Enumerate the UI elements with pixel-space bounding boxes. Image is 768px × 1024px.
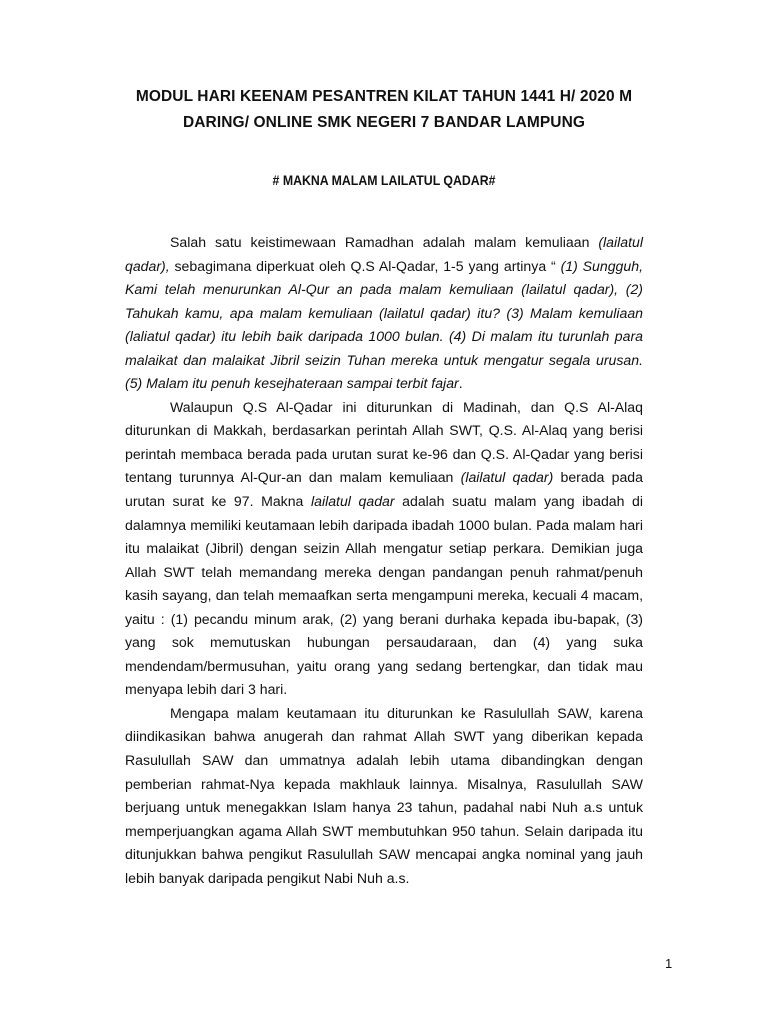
text-segment: Mengapa malam keutamaan itu diturunkan ke Rasulullah SAW, karena diindikasikan bahwa anugerah dan rahmat Allah SWT yang diberikan kepada Rasulullah SAW dan ummatnya adalah lebih utama dibandingkan dengan pemberian rahmat-Nya kepada makhlauk lainnya. Misalnya, Rasulullah SAW berjuang untuk menegakkan Islam hanya 23 tahun, padahal nabi Nuh a.s untuk memperjuangkan agama Allah SWT membutuhkan 950 tahun. Selain daripada itu ditunjukkan bahwa pengikut Rasulullah SAW mencapai angka nominal yang jauh lebih banyak daripada pengikut Nabi Nuh a.s.: [125, 704, 643, 886]
document-title-line-2: DARING/ ONLINE SMK NEGERI 7 BANDAR LAMPUNG: [182, 114, 586, 131]
section-heading: # MAKNA MALAM LAILATUL QADAR#: [272, 172, 496, 188]
italic-text-segment: (1) Sungguh, Kami telah menurunkan Al-Qur an pada malam kemuliaan (lailatul qadar), (2) Tahukah kamu, apa malam kemuliaan (lailatul qadar) itu? (3) Malam kemuliaan (laliatul qadar) itu lebih baik daripada 1000 bulan. (4) Di malam itu turunlah para malaikat dan malaikat Jibril seizin Tuhan mereka untuk mengatur segala urusan. (5) Malam itu penuh kesejhateraan sampai terbit fajar: [125, 257, 643, 392]
text-segment: adalah suatu malam yang ibadah di dalamnya memiliki keutamaan lebih daripada ibadah 1000 bulan. Pada malam hari itu malaikat (Jibril) dengan seizin Allah mengatur setiap perkara. Demikian juga Allah SWT telah memandang mereka dengan pandangan penuh rahmat/penuh kasih sayang, dan telah memaafkan serta mengampuni mereka, kecuali 4 macam, yaitu : (1) pecandu minum arak, (2) yang berani durhaka kepada ibu-bapak, (3) yang sok memutuskan hubungan persaudaraan, dan (4) yang suka mendendam/bermusuhan, yaitu orang yang sedang bertengkar, dan tidak mau menyapa lebih dari 3 hari.: [125, 493, 644, 698]
paragraph: [125, 231, 643, 396]
document-title-line-1: MODUL HARI KEENAM PESANTREN KILAT TAHUN 1441 H/ 2020 M: [135, 88, 633, 105]
italic-text-segment: (lailatul qadar): [460, 469, 554, 486]
document-body: [125, 231, 643, 890]
text-segment: berada pada urutan surat ke 97. Makna: [125, 469, 643, 510]
italic-text-segment: (lailatul qadar),: [125, 234, 643, 274]
italic-text-segment: lailatul qadar: [310, 493, 395, 510]
text-segment: Walaupun Q.S Al-Qadar ini diturunkan di Madinah, dan Q.S Al-Alaq diturunkan di Makkah, berdasarkan perintah Allah SWT, Q.S. Al-Alaq yang berisi perintah membaca berada pada urutan surat ke-96 dan Q.S. Al-Qadar yang berisi tentang turunnya Al-Qur-an dan malam kemuliaan: [125, 398, 643, 486]
text-segment: .: [458, 375, 463, 392]
paragraph: [125, 396, 643, 702]
text-segment: Salah satu keistimewaan Ramadhan adalah malam kemuliaan: [170, 234, 599, 250]
text-segment: sebagimana diperkuat oleh Q.S Al-Qadar, 1-5 yang artinya “: [169, 257, 561, 274]
page-number: 1: [665, 956, 673, 971]
paragraph: [125, 702, 643, 890]
